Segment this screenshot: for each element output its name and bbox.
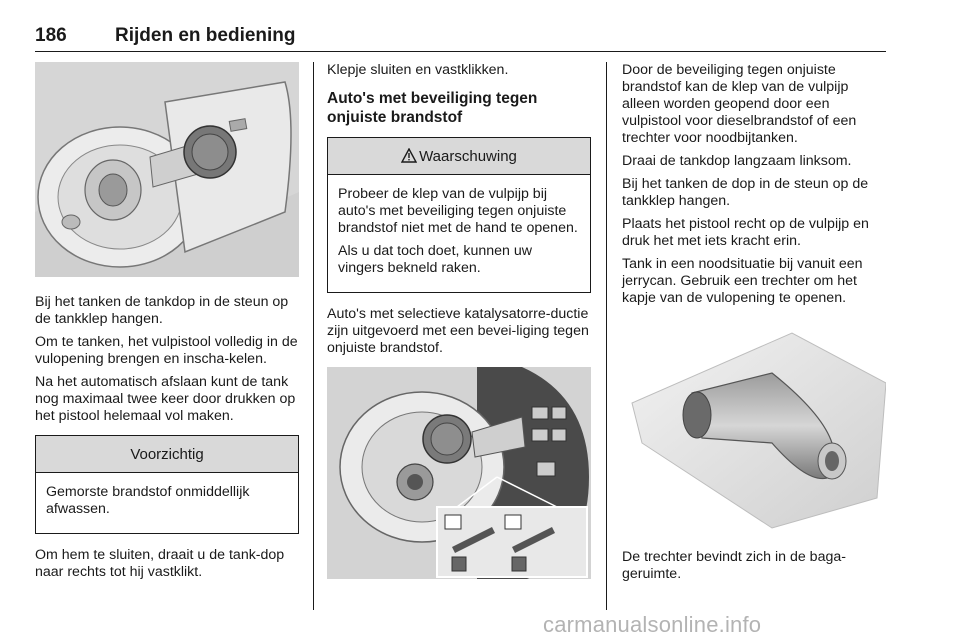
watermark: carmanualsonline.info [543,612,762,637]
paragraph: Bij het tanken de dop in de steun op de tankklep hangen. [622,176,869,209]
column-right [622,62,886,589]
paragraph: Tank in een noodsituatie bij vanuit een jerrycan. Gebruik een trechter om het kapje van de vulopening te openen. [622,256,863,306]
paragraph: Klepje sluiten en vastklikken. [327,62,509,78]
fuel-cap-illustration [35,62,299,277]
paragraph: Bij het tanken de tankdop in de steun op de tankklep hangen. [35,294,289,327]
column-divider-right [606,62,607,610]
page-header [35,22,886,52]
caution-text: Gemorste brandstof onmiddellijk afwassen. [46,484,250,517]
warning-box [327,137,591,293]
column-middle [327,62,591,579]
paragraph: Door de beveiliging tegen onjuiste brandstof kan de klep van de vulpijp alleen worden geopend door een vulpistool voor dieselbrandstof of een trechter voor noodbijtanken. [622,62,857,146]
figure-caption: De trechter bevindt zich in de baga-geruimte. [622,549,846,582]
caution-title: Voorzichtig [36,436,298,473]
funnel-illustration [622,323,886,533]
warning-title: Waarschuwing [419,148,517,165]
page-title: Rijden en bediening [115,25,296,46]
column-divider-left [313,62,314,610]
paragraph: Plaats het pistool recht op de vulpijp en druk het met iets kracht erin. [622,216,869,249]
page-number: 186 [35,25,67,46]
column-left [35,62,299,587]
section-heading: Auto's met beveiliging tegen onjuiste brandstof [327,90,538,126]
paragraph: Om te tanken, het vulpistool volledig in de vulopening brengen en inscha-kelen. [35,334,298,367]
warning-header [328,138,590,175]
paragraph: Om hem te sluiten, draait u de tank-dop naar rechts tot hij vastklikt. [35,547,285,580]
paragraph: Draai de tankdop langzaam linksom. [622,153,852,169]
paragraph: Na het automatisch afslaan kunt de tank nog maximaal twee keer door drukken op het pistool helemaal vol maken. [35,374,296,424]
warning-triangle-icon [401,148,417,163]
warning-text: Probeer de klep van de vulpijp bij auto's met beveiliging tegen onjuiste brandstof niet met de hand te openen. [338,186,578,236]
warning-text: Als u dat toch doet, kunnen uw vingers bekneld raken. [338,243,533,276]
caution-box [35,435,299,534]
misfuel-inhibitor-illustration [327,367,591,579]
paragraph: Auto's met selectieve katalysatorre-ductie zijn uitgevoerd met een bevei-liging tegen onjuiste brandstof. [327,306,589,356]
